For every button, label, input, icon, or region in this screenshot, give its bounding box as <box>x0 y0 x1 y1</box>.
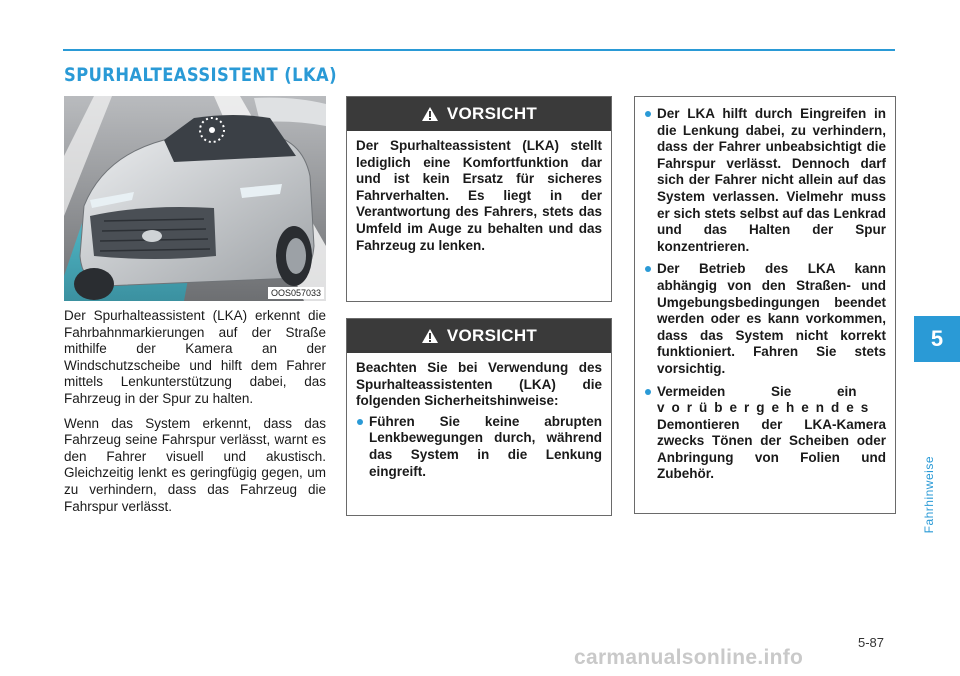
list-item <box>644 384 886 484</box>
figure-code: OOS057033 <box>268 287 324 299</box>
caution-body-1 <box>347 131 611 262</box>
caution-text-1: Der Spurhalteassistent (LKA) stellt lediglich eine Komfortfunktion dar und ist kein Ersatz für sicheres Fahrverhalten. Es liegt in der Verantwortung des Fahrers, stets das Umfeld im Auge zu behalten und das Fahrzeug zu lenken. <box>356 138 602 253</box>
caution-list-3 <box>644 106 886 483</box>
lka-illustration <box>64 96 326 301</box>
chapter-tab: 5 <box>914 316 960 362</box>
caution-header-1 <box>347 97 611 131</box>
caution-label-1: VORSICHT <box>446 104 538 123</box>
bullet3-part-a: Vermeiden Sie ein <box>657 383 857 399</box>
paragraph-warning-behavior: Wenn das System erkennt, dass das Fahrzeug seine Fahrspur verlässt, warnt es den Fahrer visuell und akustisch. Gleichzeitig lenkt es geringfügig gegen, um zu verhindern, dass das Fahrzeug die Fahrspur verlässt. <box>64 415 326 514</box>
caution-body-2 <box>347 353 611 494</box>
caution-body-3 <box>635 97 895 497</box>
header-rule <box>63 49 895 51</box>
caution-box-3 <box>634 96 896 514</box>
caution-label-2: VORSICHT <box>446 326 538 345</box>
caution-intro-2: Beachten Sie bei Verwendung des Spurhalteassistenten (LKA) die folgenden Sicherheitshinweise: <box>356 360 602 409</box>
caution-list-2 <box>356 414 602 480</box>
warning-triangle-icon <box>421 106 439 122</box>
list-item: Der Betrieb des LKA kann abhängig von den Straßen- und Umgebungsbedingungen beendet werden oder es kann vorkommen, dass das System nicht korrekt funktioniert. Fahren Sie stets vorsichtig. <box>644 261 886 377</box>
bullet3-part-b: vorübergehendes <box>657 400 876 416</box>
bullet3-line-a <box>657 384 886 401</box>
list-item: Führen Sie keine abrupten Lenkbewegungen durch, während das System in die Lenkung eingreift. <box>356 414 602 480</box>
chapter-name: Fahrhinweise <box>922 456 936 534</box>
caution-box-1 <box>346 96 612 302</box>
bullet3-part-c: Demontieren der LKA-Kamera zwecks Tönen der Scheiben oder Anbringung von Folien und Zubehör. <box>657 416 886 482</box>
paragraph-intro: Der Spurhalteassistent (LKA) erkennt die Fahrbahnmarkierungen auf der Straße mithilfe der Kamera an der Windschutzscheibe und hilft dem Fahrer mittels Lenkunterstützung dabei, das Fahrzeug in der Spur zu halten. <box>64 308 326 406</box>
caution-header-2 <box>347 319 611 353</box>
list-item: Der LKA hilft durch Eingreifen in die Lenkung dabei, zu verhindern, dass der Fahrer unbeabsichtigt die Fahrspur verlässt. Dennoch darf sich der Fahrer nicht allein auf das System verlassen. Vielmehr muss er sich stets selbst auf das Lenkrad und das Halten der Spur konzentrieren. <box>644 106 886 255</box>
caution-box-2 <box>346 318 612 516</box>
page-number: 5-87 <box>858 635 885 650</box>
watermark: carmanualsonline.info <box>574 646 804 669</box>
warning-triangle-icon <box>421 328 439 344</box>
car-camera-illustration <box>64 96 326 301</box>
section-title: SPURHALTEASSISTENT (LKA) <box>64 64 338 86</box>
body-text <box>64 308 326 523</box>
